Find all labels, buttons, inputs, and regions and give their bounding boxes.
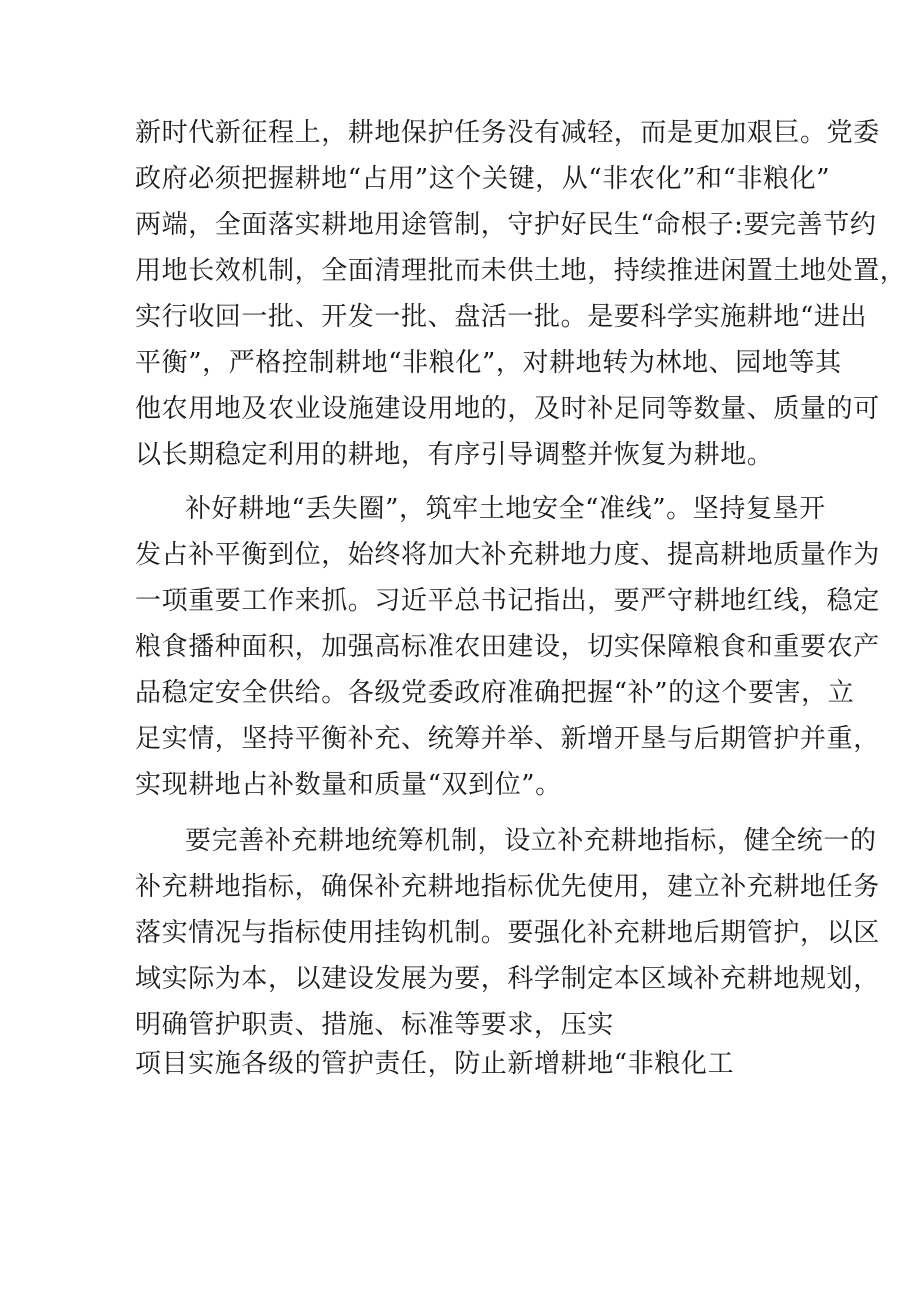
paragraph-1-line-3: 两端，全面落实耕地用途管制，守护好民生“命根子:要完善节约 [135, 210, 877, 240]
paragraph-3-line-2: 补充耕地指标，确保补充耕地指标优先使用，建立补充耕地任务 [135, 872, 880, 902]
paragraph-2-line-3: 一项重要工作来抓。习近平总书记指出，要严守耕地红线，稳定 [135, 586, 880, 616]
paragraph-1-line-4: 用地长效机制，全面清理批而未供土地，持续推进闲置土地处置， [135, 256, 907, 286]
paragraph-1-line-5: 实行收回一批、开发一批、盘活一批。是要科学实施耕地“进出 [135, 302, 868, 332]
paragraph-2-line-5: 品稳定安全供给。各级党委政府准确把握“补”的这个要害，立 [135, 678, 855, 708]
paragraph-1-line-2: 政府必须把握耕地“占用”这个关键，从“非农化”和“非粮化” [135, 164, 831, 194]
paragraph-3-line-3: 落实情况与指标使用挂钩机制。要强化补充耕地后期管护，以区 [135, 918, 880, 948]
paragraph-2-line-2: 发占补平衡到位，始终将加大补充耕地力度、提高耕地质量作为 [135, 540, 880, 570]
paragraph-3-line-4: 域实际为本，以建设发展为要，科学制定本区域补充耕地规划， [135, 964, 880, 994]
paragraph-3-line-1: 要完善补充耕地统筹机制，设立补充耕地指标，健全统一的 [185, 826, 877, 856]
paragraph-2-line-7: 实现耕地占补数量和质量“双到位”。 [135, 770, 562, 800]
paragraph-1-line-7: 他农用地及农业设施建设用地的，及时补足同等数量、质量的可 [135, 394, 880, 424]
paragraph-1-line-6: 平衡”，严格控制耕地“非粮化”，对耕地转为林地、园地等其 [135, 348, 842, 378]
paragraph-3-line-5: 明确管护职责、措施、标准等要求，压实 [135, 1010, 614, 1040]
paragraph-3-line-6: 项目实施各级的管护责任，防止新增耕地“非粮化工 [135, 1049, 735, 1079]
paragraph-1-line-1: 新时代新征程上，耕地保护任务没有减轻，而是更加艰巨。党委 [135, 118, 880, 148]
paragraph-2-line-6: 足实情，坚持平衡补充、统筹并举、新增开垦与后期管护并重， [135, 724, 880, 754]
paragraph-1-line-8: 以长期稳定利用的耕地，有序引导调整并恢复为耕地。 [135, 440, 774, 470]
paragraph-2-line-1: 补好耕地“丢失圈”，筑牢土地安全“准线”。坚持复垦开 [185, 494, 826, 524]
paragraph-2-line-4: 粮食播种面积，加强高标准农田建设，切实保障粮食和重要农产 [135, 632, 880, 662]
